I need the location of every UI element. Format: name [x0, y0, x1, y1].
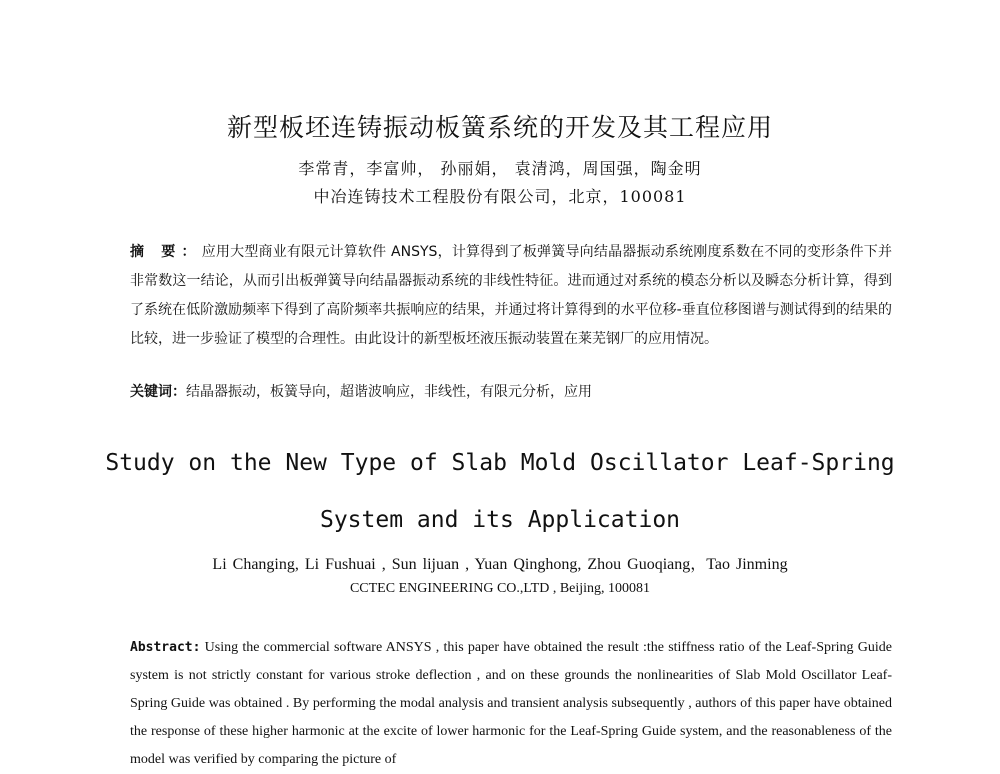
english-title-line-1: Study on the New Type of Slab Mold Oscillator Leaf-Spring	[105, 450, 895, 476]
english-authors: Li Changing, Li Fushuai , Sun lijuan , Yuan Qinghong, Zhou Guoqiang，Tao Jinming	[212, 556, 788, 573]
chinese-abstract-label: 摘 要：	[130, 244, 202, 260]
chinese-authors: 李常青，李富帅， 孙丽娟， 袁清鸿，周国强，陶金明	[298, 159, 702, 178]
english-abstract	[130, 634, 892, 774]
english-abstract-text: Using the commercial software ANSYS , this paper have obtained the result :the stiffness ratio of the Leaf-Spring Guide system is not strictly constant for various stroke deflection , and on these grounds the nonlinearities of Slab Mold Oscillator Leaf-Spring Guide was obtained . By performing the modal analysis and transient analysis subsequently , authors of this paper have obtained the response of these higher harmonic at the excite of lower harmonic for the Leaf-Spring Guide system, and the reasonableness of the model was verified by comparing the picture of	[130, 640, 892, 767]
chinese-abstract	[130, 238, 892, 354]
chinese-abstract-text: 应用大型商业有限元计算软件 ANSYS，计算得到了板弹簧导向结晶器振动系统刚度系数在不同的变形条件下并非常数这一结论，从而引出板弹簧导向结晶器振动系统的非线性特征。进而通过对系统的模态分析以及瞬态分析计算，得到了系统在低阶激励频率下得到了高阶频率共振响应的结果，并通过将计算得到的水平位移-垂直位移图谱与测试得到的结果的比较，进一步验证了模型的合理性。由此设计的新型板坯液压振动装置在莱芜钢厂的应用情况。	[130, 244, 892, 347]
chinese-affiliation: 中冶连铸技术工程股份有限公司，北京，100081	[313, 187, 687, 206]
english-affiliation: CCTEC ENGINEERING CO.,LTD , Beijing, 100081	[349, 581, 651, 596]
chinese-title: 新型板坯连铸振动板簧系统的开发及其工程应用	[226, 113, 773, 142]
chinese-keywords	[130, 380, 892, 404]
chinese-keywords-text: 结晶器振动，板簧导向，超谐波响应，非线性，有限元分析，应用	[186, 384, 592, 400]
english-abstract-label: Abstract:	[130, 640, 201, 655]
chinese-keywords-label: 关键词：	[130, 384, 186, 400]
english-title-line-2: System and its Application	[319, 507, 681, 533]
